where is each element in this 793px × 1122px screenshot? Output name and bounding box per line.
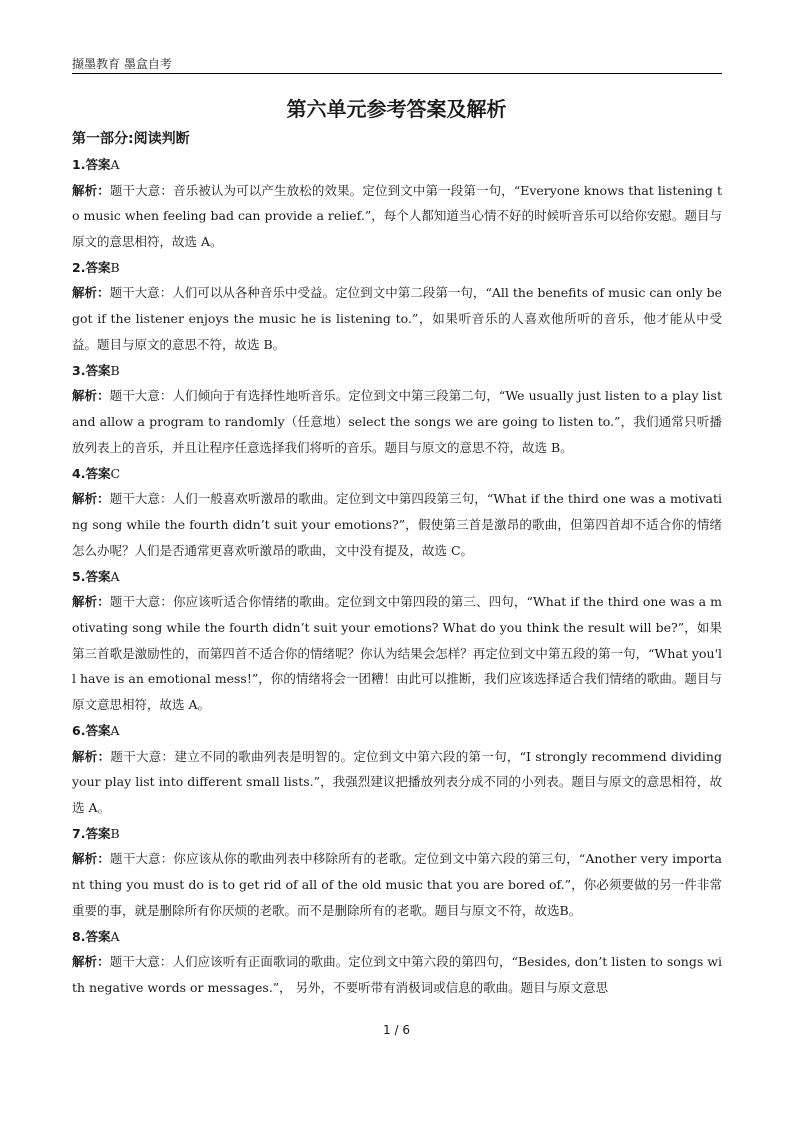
explanation-text: 题干大意：音乐被认为可以产生放松的效果。定位到文中第一段第一句，“Everyone knows that listening to music when feeling bad can provide a relief.”，每个人都知道当心情不好的时候听音乐可以给你安慰。题目与原文的意思相符，故选 A。 <box>72 182 722 250</box>
answer-label: 答案 <box>85 928 111 944</box>
explanation-label: 解析： <box>72 491 110 507</box>
question-number: 4. <box>72 465 86 481</box>
answer-value: A <box>110 723 120 739</box>
answer-value: C <box>110 465 121 481</box>
question-number: 8. <box>72 928 86 944</box>
answer-label: 答案 <box>85 362 111 378</box>
answer-line <box>72 358 722 384</box>
question-number: 1. <box>72 157 86 172</box>
explanation-text: 题干大意：你应该从你的歌曲列表中移除所有的老歌。定位到文中第六段的第三句，“Another very important thing you must do is to get rid of all of the old music that you are bored of.”，你必须要做的另一件非常重要的事，就是删除所有你厌烦的老歌。而不是删除所有的老歌。题目与原文不符，故选B。 <box>72 851 722 919</box>
question-number: 3. <box>72 362 86 378</box>
page-number: 1 / 6 <box>383 1023 410 1037</box>
explanation-label: 解析： <box>72 182 110 198</box>
page-header: 撷墨教育 墨盒自考 <box>72 57 172 71</box>
explanation-text: 题干大意：人们倾向于有选择性地听音乐。定位到文中第三段第二句，“We usually just listen to a play list and allow a program to randomly（任意地）select the songs we are going to listen to.”，我们通常只听播放列表上的音乐，并且让程序任意选择我们将听的音乐。题目与原文的意思不符，故选 B。 <box>72 388 722 455</box>
answer-value: A <box>110 568 120 584</box>
explanation-label: 解析： <box>72 851 111 867</box>
explanation <box>72 486 722 563</box>
page-title: 第六单元参考答案及解析 <box>286 97 507 121</box>
section-heading: 第一部分:阅读判断 <box>72 131 190 147</box>
explanation-text: 题干大意：人们一般喜欢听激昂的歌曲。定位到文中第四段第三句，“What if the third one was a motivating song while the fourth didn’t suit your emotions?”，假使第三首是激昂的歌曲，但第四首却不适合你的情绪怎么办呢？人们是否通常更喜欢听激昂的歌曲，文中没有提及，故选 C。 <box>72 491 722 558</box>
explanation <box>72 949 722 1001</box>
question-number: 2. <box>72 259 86 275</box>
explanation-text: 题干大意：人们应该听有正面歌词的歌曲。定位到文中第六段的第四句，“Besides, don’t listen to songs with negative words or messages.”， 另外，不要听带有消极词或信息的歌曲。题目与原文意思 <box>72 954 722 996</box>
answer-value: B <box>110 825 120 841</box>
explanation <box>72 744 722 821</box>
answer-label: 答案 <box>85 723 111 739</box>
answer-line <box>72 564 722 590</box>
answer-line <box>72 255 722 281</box>
question-number: 7. <box>72 825 86 841</box>
explanation-label: 解析： <box>72 748 111 764</box>
explanation-text: 题干大意：你应该听适合你情绪的歌曲。定位到文中第四段的第三、四句，“What if the third one was a motivating song while the fourth didn’t suit your emotions? What do you think the result will be?”，如果第三首歌是激励性的，而第四首不适合你的情绪呢？你认为结果会怎样？再定位到文中第五段的第一句，“What you'll have is an emotional mess!”，你的情绪将会一团糟！由此可以推断，我们应该选择适合我们情绪的歌曲。题目与原文意思相符，故选 A。 <box>72 594 722 713</box>
answer-value: A <box>110 928 120 944</box>
explanation-text: 题干大意：人们可以从各种音乐中受益。定位到文中第二段第一句，“All the benefits of music can only be got if the listener enjoys the music he is listening to.”，如果听音乐的人喜欢他所听的音乐，他才能从中受益。题目与原文的意思不符，故选 B。 <box>72 285 722 352</box>
answer-label: 答案 <box>85 157 111 172</box>
answer-line <box>72 821 722 847</box>
explanation <box>72 178 722 255</box>
answer-label: 答案 <box>85 825 111 841</box>
explanation-label: 解析： <box>72 954 110 970</box>
explanation <box>72 280 722 357</box>
question-number: 5. <box>72 568 86 584</box>
explanation-text: 题干大意：建立不同的歌曲列表是明智的。定位到文中第六段的第一句，“I strongly recommend dividing your play list into different small lists.”，我强烈建议把播放列表分成不同的小列表。题目与原文的意思相符，故选 A。 <box>72 748 722 816</box>
answer-line <box>72 461 722 487</box>
answer-value: A <box>110 157 120 172</box>
answer-label: 答案 <box>85 568 111 584</box>
answer-line <box>72 152 722 178</box>
explanation-label: 解析： <box>72 594 110 610</box>
answer-label: 答案 <box>85 259 111 275</box>
question-number: 6. <box>72 723 86 739</box>
header-rule <box>72 73 722 74</box>
answer-list <box>72 152 722 1001</box>
answer-value: B <box>110 362 120 378</box>
explanation <box>72 589 722 718</box>
answer-line <box>72 718 722 744</box>
content <box>72 126 722 1001</box>
answer-line <box>72 924 722 950</box>
explanation-label: 解析： <box>72 285 110 301</box>
answer-value: B <box>110 259 120 275</box>
explanation <box>72 383 722 460</box>
explanation <box>72 846 722 923</box>
explanation-label: 解析： <box>72 388 110 404</box>
answer-label: 答案 <box>85 465 111 481</box>
